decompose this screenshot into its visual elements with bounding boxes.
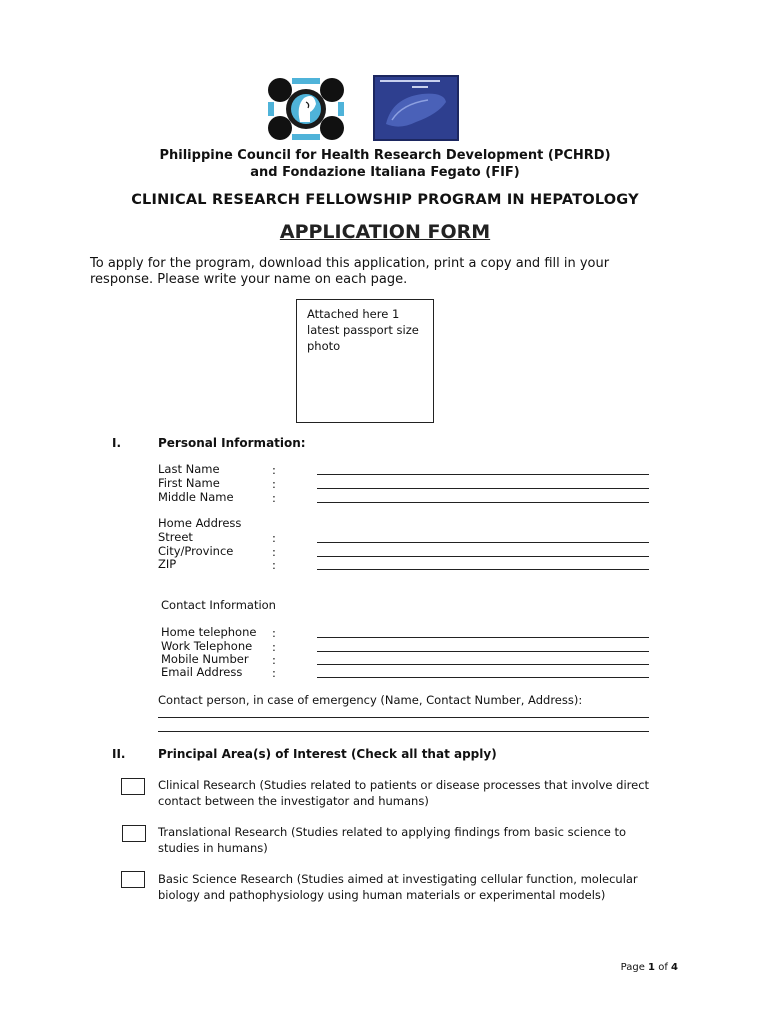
option-line: Translational Research (Studies related to applying findings from basic science to (158, 825, 627, 839)
last-name-field[interactable] (317, 474, 649, 475)
program-title: CLINICAL RESEARCH FELLOWSHIP PROGRAM IN HEPATOLOGY (131, 192, 639, 208)
photo-box-line-3: photo (307, 339, 341, 353)
contact-information-heading: Contact Information (161, 598, 276, 612)
first-name-field[interactable] (317, 488, 649, 489)
organization-line-2: and Fondazione Italiana Fegato (FIF) (250, 165, 520, 180)
home-telephone-field[interactable] (317, 637, 649, 638)
colon: : (272, 558, 276, 572)
middle-name-field[interactable] (317, 502, 649, 503)
zip-field[interactable] (317, 569, 649, 570)
intro-text: To apply for the program, download this application, print a copy and fill in your response. Please write your name on each page. (90, 256, 610, 287)
mobile-number-label: Mobile Number (161, 652, 249, 666)
section-2-title: Principal Area(s) of Interest (Check all that apply) (158, 747, 497, 761)
colon: : (272, 545, 276, 559)
photo-box-line-1: Attached here 1 (307, 307, 400, 321)
emergency-contact-field-1[interactable] (158, 717, 649, 718)
zip-label: ZIP (158, 557, 177, 571)
translational-research-checkbox[interactable] (122, 825, 146, 842)
work-telephone-label: Work Telephone (161, 639, 253, 653)
city-province-label: City/Province (158, 544, 234, 558)
page-number (621, 962, 678, 973)
basic-science-research-option (158, 871, 698, 903)
page-word: Page (620, 962, 645, 973)
basic-science-research-checkbox[interactable] (121, 871, 145, 888)
clinical-research-option (158, 777, 698, 809)
of-word: of (658, 962, 668, 973)
pchrd-logo (266, 76, 346, 142)
street-field[interactable] (317, 542, 649, 543)
first-name-label: First Name (158, 476, 220, 490)
work-telephone-field[interactable] (317, 651, 649, 652)
current-page: 1 (648, 962, 656, 973)
mobile-number-field[interactable] (317, 664, 649, 665)
fif-book-logo (372, 74, 460, 142)
option-line: contact between the investigator and humans) (158, 794, 429, 808)
option-line: biology and pathophysiology using human materials or experimental models) (158, 888, 606, 902)
middle-name-label: Middle Name (158, 490, 234, 504)
organization-line-1: Philippine Council for Health Research Development (PCHRD) (159, 148, 611, 163)
colon: : (272, 491, 276, 505)
colon: : (272, 640, 276, 654)
section-1-number: I. (112, 436, 122, 450)
section-2-number: II. (112, 747, 126, 761)
home-telephone-label: Home telephone (161, 625, 257, 639)
option-line: Clinical Research (Studies related to patients or disease processes that involve direct (158, 778, 650, 792)
email-address-label: Email Address (161, 665, 243, 679)
city-province-field[interactable] (317, 556, 649, 557)
emergency-contact-field-2[interactable] (158, 731, 649, 732)
colon: : (272, 626, 276, 640)
email-address-field[interactable] (317, 677, 649, 678)
option-line: Basic Science Research (Studies aimed at investigating cellular function, molecular (158, 872, 638, 886)
clinical-research-checkbox[interactable] (121, 778, 145, 795)
total-pages: 4 (671, 962, 678, 973)
section-1-title: Personal Information: (158, 436, 306, 450)
colon: : (272, 653, 276, 667)
home-address-heading: Home Address (158, 516, 242, 530)
option-line: studies in humans) (158, 841, 268, 855)
colon: : (272, 666, 276, 680)
translational-research-option (158, 824, 698, 856)
photo-box[interactable] (296, 299, 434, 423)
colon: : (272, 531, 276, 545)
colon: : (272, 477, 276, 491)
street-label: Street (158, 530, 193, 544)
photo-box-line-2: latest passport size (307, 323, 419, 337)
last-name-label: Last Name (158, 462, 220, 476)
colon: : (272, 463, 276, 477)
form-title: APPLICATION FORM (279, 221, 491, 243)
emergency-contact-label: Contact person, in case of emergency (Name, Contact Number, Address): (158, 693, 583, 707)
